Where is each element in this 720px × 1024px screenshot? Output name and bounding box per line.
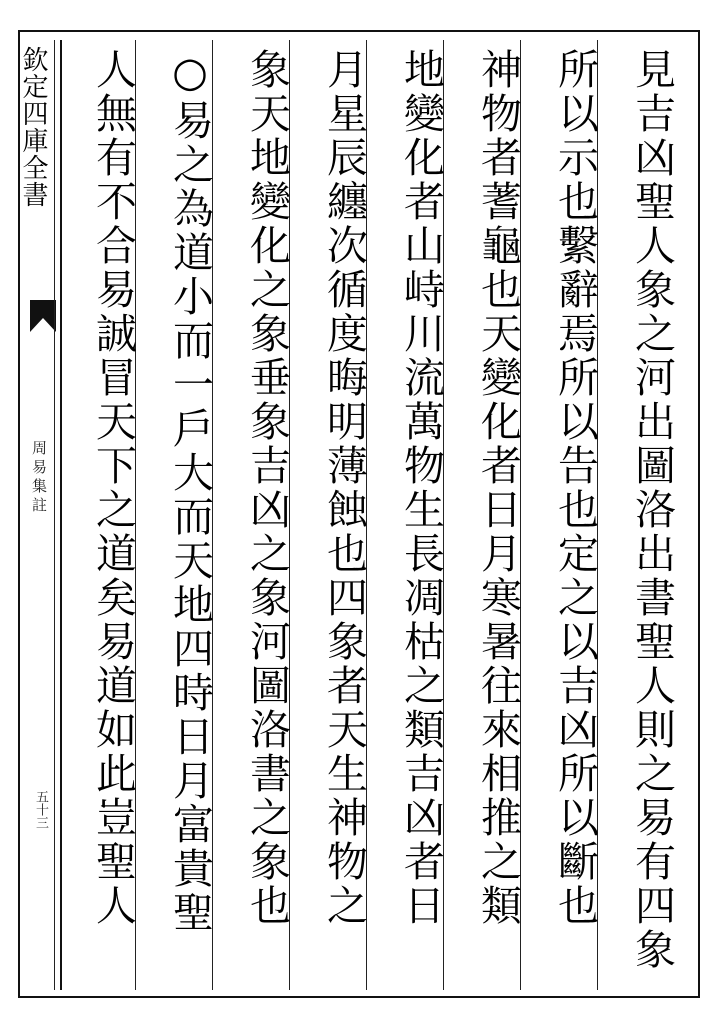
text-column-5: 月星辰纏次循度晦明薄蝕也四象者天生神物之: [320, 48, 368, 928]
margin-rule-outer: [60, 40, 62, 990]
book-name: 周易集註: [30, 440, 48, 516]
text-column-6: 象天地變化之象垂象吉凶之象河圖洛書之象也: [243, 48, 291, 928]
text-column-1: 見吉凶聖人象之河出圖洛出書聖人則之易有四象: [628, 48, 676, 972]
text-column-7: ○易之為道小而一戶大而天地四時日月富貴聖: [166, 48, 214, 935]
page-number: 五十三: [33, 790, 48, 829]
fishtail-mark: [30, 300, 56, 332]
text-column-4: 地變化者山峙川流萬物生長凋枯之類吉凶者日: [397, 48, 445, 928]
margin-title: 欽定四庫全書: [18, 46, 48, 208]
text-column-2: 所以示也繫辭焉所以告也定之以吉凶所以斷也: [551, 48, 599, 928]
text-column-8: 人無有不合易誠冒天下之道矣易道如此豈聖人: [89, 48, 137, 928]
text-column-3: 神物者蓍龜也天變化者日月寒暑往來相推之類: [474, 48, 522, 928]
margin-rule: [54, 40, 55, 990]
